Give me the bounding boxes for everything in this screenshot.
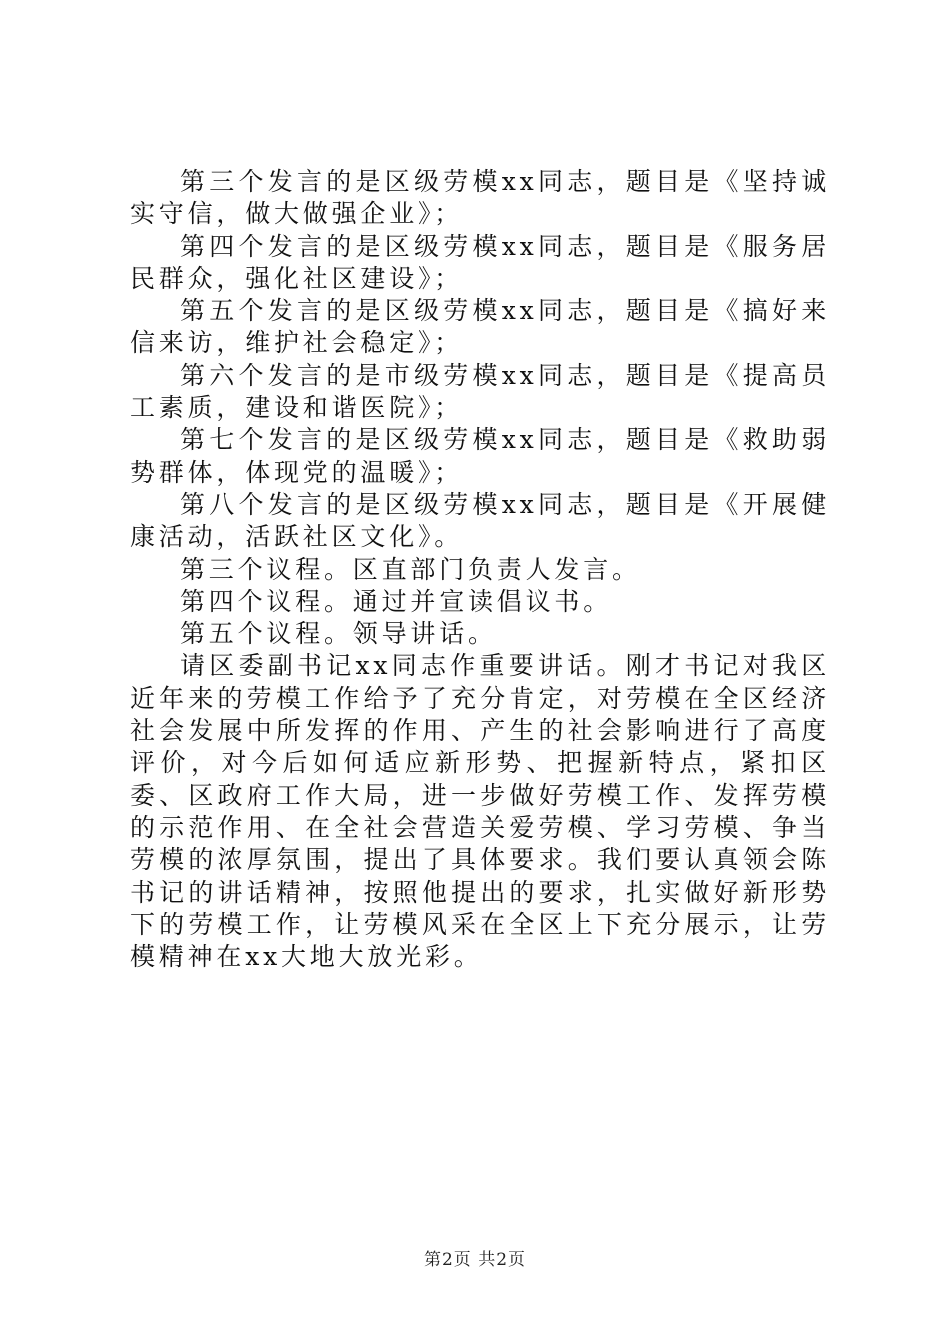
paragraph-agenda-4: 第四个议程。通过并宣读倡议书。 (180, 586, 613, 616)
page-number-footer: 第2页 共2页 (423, 1250, 527, 1270)
paragraph-speech-6: 第六个发言的是市级劳模xx同志，题目是《提高员工素质，建设和谐医院》； (130, 360, 830, 423)
paragraph-speech-3: 第三个发言的是区级劳模xx同志，题目是《坚持诚实守信，做大做强企业》； (130, 167, 830, 229)
document-body (130, 166, 830, 973)
paragraph-speech-8: 第八个发言的是区级劳模xx同志，题目是《开展健康活动，活跃社区文化》。 (130, 489, 830, 552)
paragraph-speech-5: 第五个发言的是区级劳模xx同志，题目是《搞好来信来访，维护社会稳定》； (130, 296, 830, 358)
paragraph-speech-7: 第七个发言的是区级劳模xx同志，题目是《救助弱势群体，体现党的温暖》； (130, 425, 830, 487)
paragraph-leader-speech: 请区委副书记xx同志作重要讲话。刚才书记对我区近年来的劳模工作给予了充分肯定，对劳模在全区经济社会发展中所发挥的作用、产生的社会影响进行了高度评价，对今后如何适应新形势、把握新特点，紧扣区委、区政府工作大局，进一步做好劳模工作、发挥劳模的示范作用、在全社会营造关爱劳模、学习劳模、争当劳模的浓厚氛围，提出了具体要求。我们要认真领会陈书记的讲话精神，按照他提出的要求，扎实做好新形势下的劳模工作，让劳模风采在全区上下充分展示，让劳模精神在xx大地大放光彩。 (130, 651, 830, 972)
paragraph-agenda-3: 第三个议程。区直部门负责人发言。 (180, 554, 641, 584)
paragraph-agenda-5: 第五个议程。领导讲话。 (180, 619, 497, 649)
paragraph-speech-4: 第四个发言的是区级劳模xx同志，题目是《服务居民群众，强化社区建设》； (130, 231, 830, 293)
